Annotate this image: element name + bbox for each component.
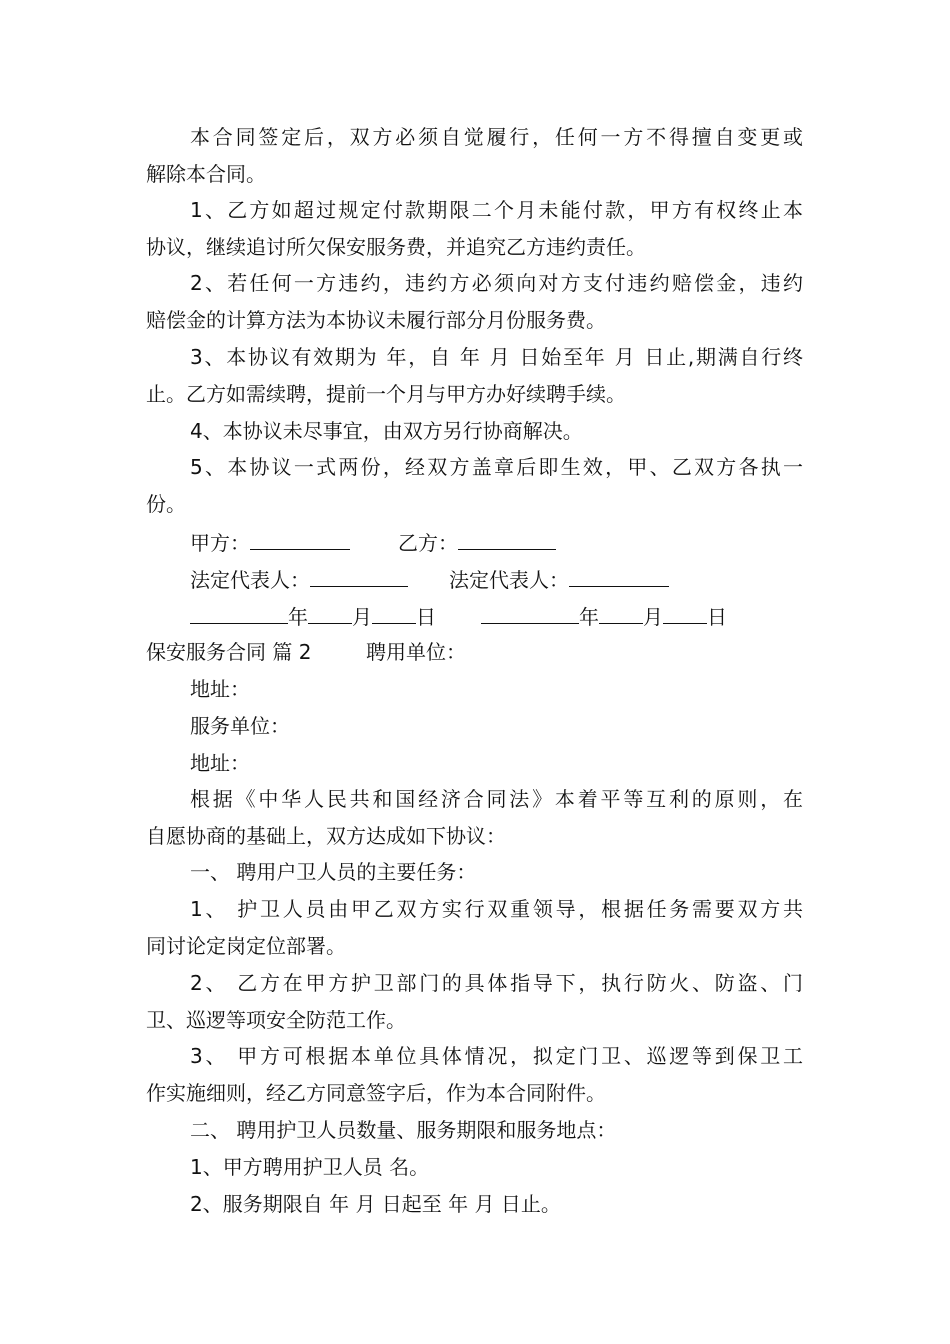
party-a-blank xyxy=(250,529,350,550)
section-2-item-1: 1、甲方聘用护卫人员 名。 xyxy=(190,1155,430,1179)
section-2-title: 二、 聘用护卫人员数量、服务期限和服务地点： xyxy=(190,1118,617,1142)
legal-rep-b-signature xyxy=(449,566,669,590)
date-a-month-blank xyxy=(308,603,352,624)
date-b-year-label: 年 xyxy=(579,605,599,629)
section-1-item-1-line-1: 1、 护卫人员由甲乙双方实行双重领导，根据任务需要双方共 xyxy=(190,897,803,921)
date-a-month-label: 月 xyxy=(352,605,372,629)
contract-2-heading: 保安服务合同 篇 2 xyxy=(146,640,312,664)
clause-1-line-2: 协议，继续追讨所欠保安服务费，并追究乙方违约责任。 xyxy=(146,235,646,259)
intro-line-2: 解除本合同。 xyxy=(146,162,266,186)
section-1-item-1-line-2: 同讨论定岗定位部署。 xyxy=(146,934,346,958)
date-a-year-label: 年 xyxy=(288,605,308,629)
clause-5-line-2: 份。 xyxy=(146,492,186,516)
service-unit-label: 服务单位： xyxy=(190,714,290,738)
basis-line-1: 根据《中华人民共和国经济合同法》本着平等互利的原则，在 xyxy=(190,787,803,811)
date-b-month-blank xyxy=(599,603,643,624)
section-2-item-2: 2、服务期限自 年 月 日起至 年 月 日止。 xyxy=(190,1192,561,1216)
date-b xyxy=(481,603,727,627)
party-b-signature xyxy=(398,529,556,553)
section-1-title: 一、 聘用户卫人员的主要任务： xyxy=(190,860,477,884)
section-1-item-2-line-1: 2、 乙方在甲方护卫部门的具体指导下，执行防火、防盗、门 xyxy=(190,971,803,995)
intro-line-1: 本合同签定后，双方必须自觉履行，任何一方不得擅自变更或 xyxy=(190,125,803,149)
legal-rep-a-signature xyxy=(190,566,408,590)
section-1-item-2-line-2: 卫、巡逻等项安全防范工作。 xyxy=(146,1008,406,1032)
legal-rep-b-blank xyxy=(569,566,669,587)
basis-line-2: 自愿协商的基础上，双方达成如下协议： xyxy=(146,824,506,848)
legal-rep-a-label: 法定代表人： xyxy=(190,568,310,592)
date-a-day-blank xyxy=(372,603,416,624)
party-a-label: 甲方： xyxy=(190,531,250,555)
clause-2-line-1: 2、若任何一方违约，违约方必须向对方支付违约赔偿金，违约 xyxy=(190,271,803,295)
clause-1-line-1: 1、乙方如超过规定付款期限二个月未能付款，甲方有权终止本 xyxy=(190,198,803,222)
clause-4-line-1: 4、本协议未尽事宜，由双方另行协商解决。 xyxy=(190,419,583,443)
clause-2-line-2: 赔偿金的计算方法为本协议未履行部分月份服务费。 xyxy=(146,308,606,332)
date-a-year-blank xyxy=(190,603,288,624)
date-b-day-label: 日 xyxy=(707,605,727,629)
clause-5-line-1: 5、本协议一式两份，经双方盖章后即生效，甲、乙双方各执一 xyxy=(190,455,803,479)
section-1-item-3-line-1: 3、 甲方可根据本单位具体情况，拟定门卫、巡逻等到保卫工 xyxy=(190,1044,803,1068)
clause-3-line-1: 3、本协议有效期为 年，自 年 月 日始至年 月 日止,期满自行终 xyxy=(190,345,803,369)
date-a-day-label: 日 xyxy=(416,605,436,629)
date-b-month-label: 月 xyxy=(643,605,663,629)
party-a-signature xyxy=(190,529,350,553)
date-b-day-blank xyxy=(663,603,707,624)
legal-rep-a-blank xyxy=(310,566,408,587)
date-b-year-blank xyxy=(481,603,579,624)
address-1-label: 地址： xyxy=(190,677,250,701)
clause-3-line-2: 止。乙方如需续聘，提前一个月与甲方办好续聘手续。 xyxy=(146,382,626,406)
date-a xyxy=(190,603,436,627)
address-2-label: 地址： xyxy=(190,751,250,775)
party-b-label: 乙方： xyxy=(398,531,458,555)
legal-rep-b-label: 法定代表人： xyxy=(449,568,569,592)
section-1-item-3-line-2: 作实施细则，经乙方同意签字后，作为本合同附件。 xyxy=(146,1081,606,1105)
party-b-blank xyxy=(458,529,556,550)
employer-label: 聘用单位： xyxy=(366,640,466,664)
